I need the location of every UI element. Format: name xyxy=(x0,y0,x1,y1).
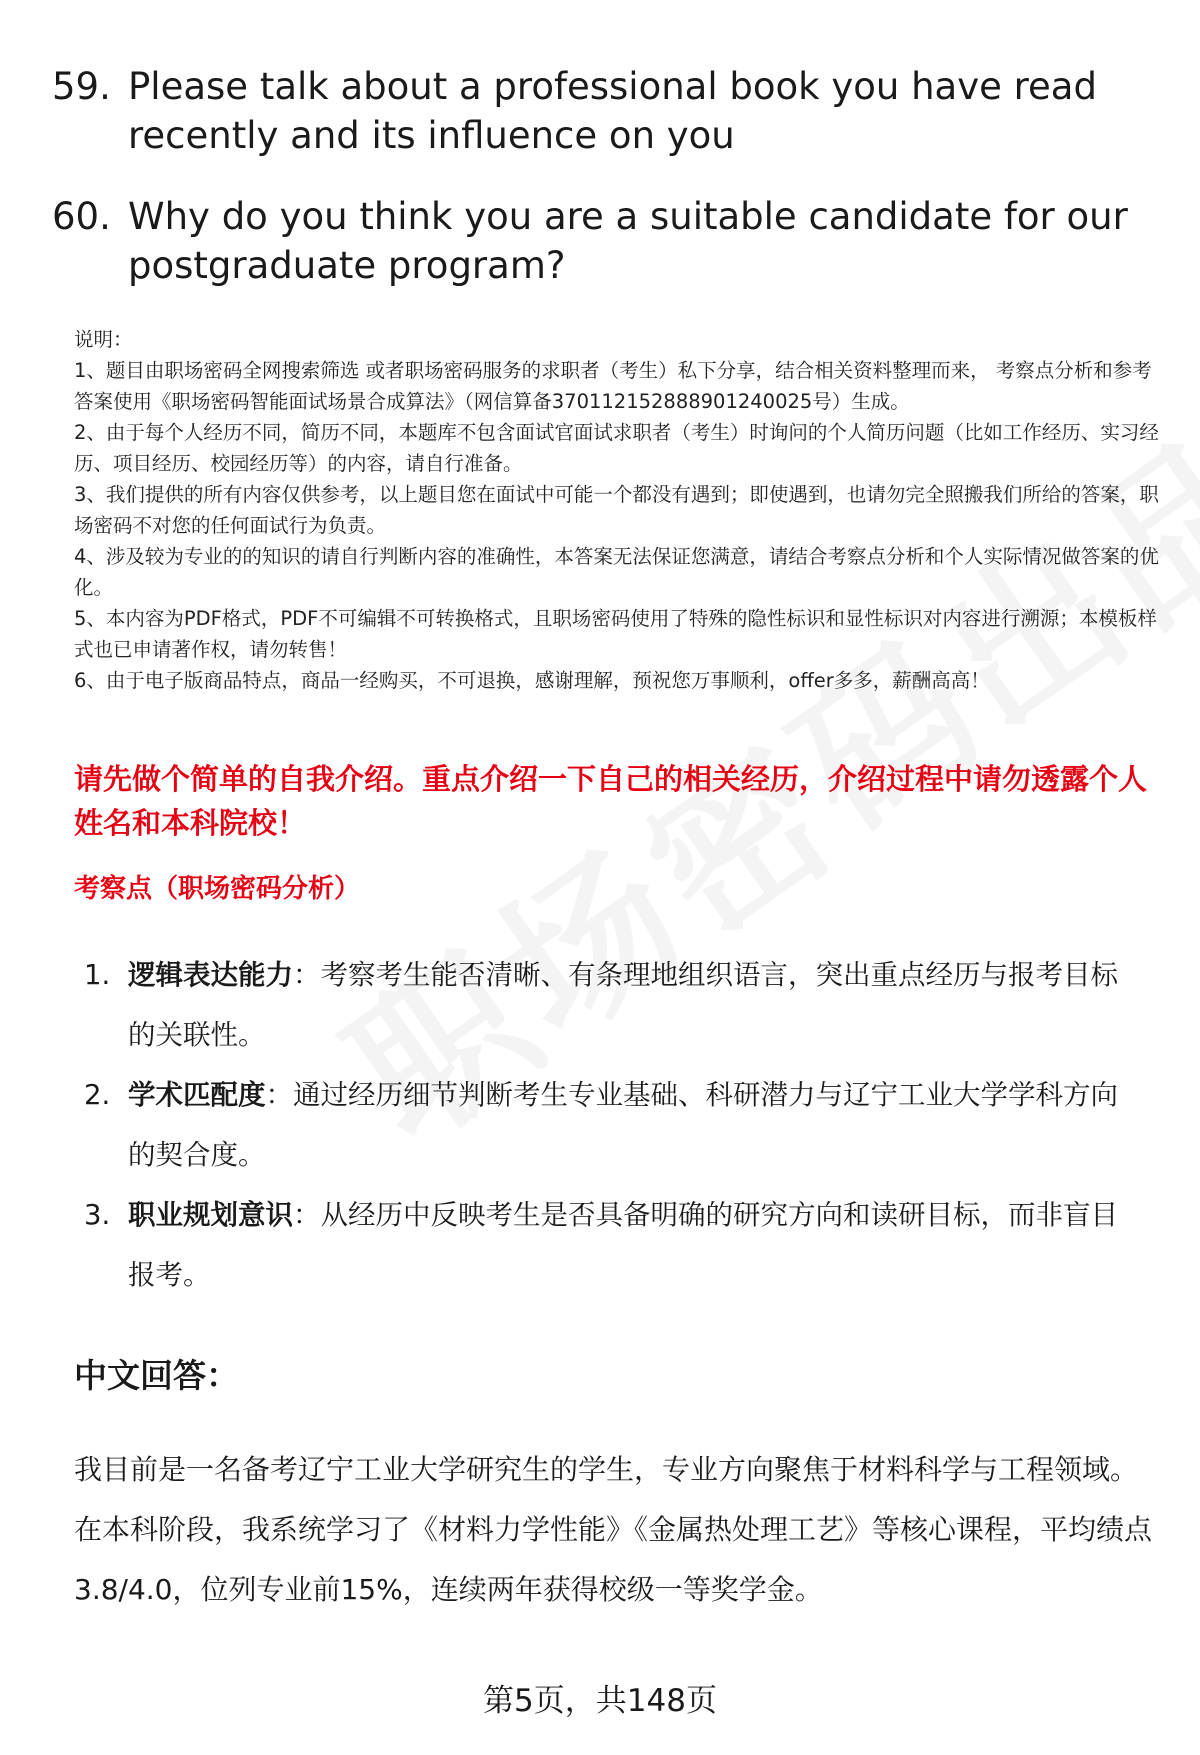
note-line: 5、本内容为PDF格式，PDF不可编辑不可转换格式，且职场密码使用了特殊的隐性标识和显性标识对内容进行溯源；本模板样式也已申请著作权，请勿转售！ xyxy=(74,607,1157,661)
analysis-item-number: 1. xyxy=(84,959,111,991)
note-line: 2、由于每个人经历不同，简历不同，本题库不包含面试官面试求职者（考生）时询问的个人简历问题（比如工作经历、实习经历、项目经历、校园经历等）的内容，请自行准备。 xyxy=(74,421,1159,475)
interview-question: 请先做个简单的自我介绍。重点介绍一下自己的相关经历，介绍过程中请勿透露个人姓名和本科院校！ xyxy=(74,762,1148,840)
question-number: 59. xyxy=(52,65,111,108)
analysis-item-title: 逻辑表达能力 xyxy=(128,959,293,991)
analysis-item-text: ：从经历中反映考生是否具备明确的研究方向和读研目标，而非盲目报考。 xyxy=(128,1199,1118,1291)
answer-text: 我目前是一名备考辽宁工业大学研究生的学生，专业方向聚焦于材料科学与工程领域。在本科阶段，我系统学习了《材料力学性能》《金属热处理工艺》等核心课程，平均绩点3.8/4.0，位列专业前15%，连续两年获得校级一等奖学金。 xyxy=(74,1453,1153,1606)
question-number: 60. xyxy=(52,195,111,238)
note-line: 6、由于电子版商品特点，商品一经购买，不可退换，感谢理解，预祝您万事顺利，offer多多，薪酬高高！ xyxy=(74,669,990,692)
answer-heading: 中文回答： xyxy=(74,1356,239,1395)
notes-title: 说明： xyxy=(74,328,133,351)
note-line: 4、涉及较为专业的的知识的请自行判断内容的准确性，本答案无法保证您满意，请结合考察点分析和个人实际情况做答案的优化。 xyxy=(74,545,1159,599)
analysis-item-number: 2. xyxy=(84,1079,111,1111)
question-text: Why do you think you are a suitable candidate for our postgraduate program? xyxy=(128,195,1128,287)
notes-section xyxy=(74,324,1164,696)
page-footer: 第5页，共148页 xyxy=(483,1683,717,1719)
note-line: 1、题目由职场密码全网搜索筛选 或者职场密码服务的求职者（考生）私下分享，结合相关资料整理而来， 考察点分析和参考答案使用《职场密码智能面试场景合成算法》（网信算备370112152888901240025号）生成。 xyxy=(74,359,1152,413)
question-text: Please talk about a professional book you have read recently and its influence on you xyxy=(128,65,1097,157)
analysis-heading: 考察点（职场密码分析） xyxy=(74,874,361,904)
analysis-item-text: ：通过经历细节判断考生专业基础、科研潜力与辽宁工业大学学科方向的契合度。 xyxy=(128,1079,1118,1171)
analysis-item-title: 职业规划意识 xyxy=(128,1199,293,1231)
analysis-item-title: 学术匹配度 xyxy=(128,1079,266,1111)
analysis-item-number: 3. xyxy=(84,1199,111,1231)
note-line: 3、我们提供的所有内容仅供参考，以上题目您在面试中可能一个都没有遇到；即使遇到，也请勿完全照搬我们所给的答案，职场密码不对您的任何面试行为负责。 xyxy=(74,483,1159,537)
analysis-item-text: ：考察考生能否清晰、有条理地组织语言，突出重点经历与报考目标的关联性。 xyxy=(128,959,1118,1051)
